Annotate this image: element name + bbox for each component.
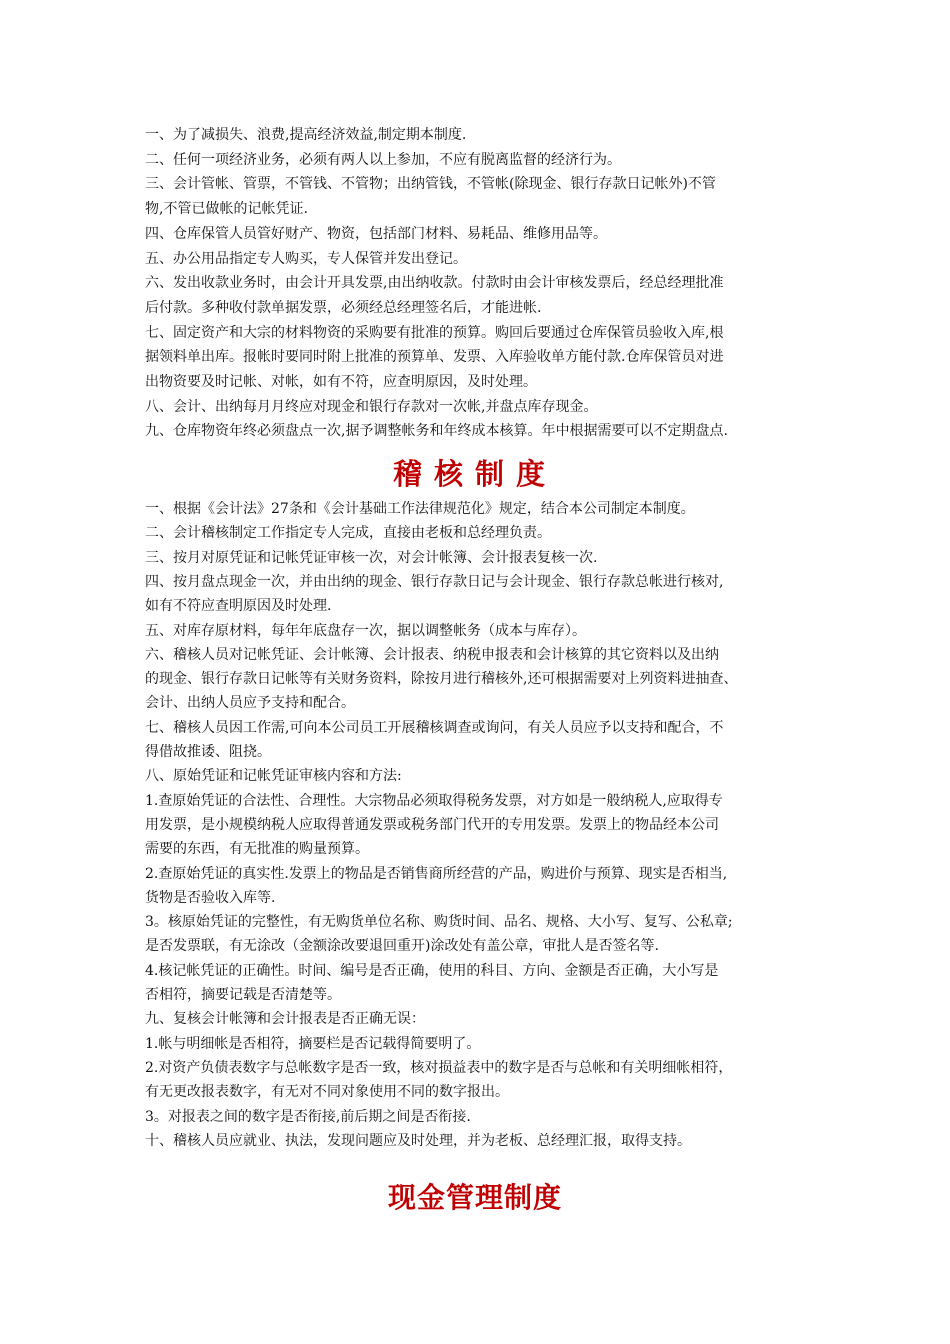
- paragraph-line: 出物资要及时记帐、对帐，如有不符，应查明原因，及时处理。: [145, 374, 537, 390]
- paragraph-line: 七、固定资产和大宗的材料物资的采购要有批准的预算。购回后要通过仓库保管员验收入库,根: [145, 324, 724, 341]
- paragraph-line: 3。对报表之间的数字是否衔接,前后期之间是否衔接.: [145, 1108, 471, 1125]
- paragraph-line: 货物是否验收入库等.: [145, 889, 276, 906]
- paragraph-line: 八、原始凭证和记帐凭证审核内容和方法:: [145, 768, 402, 785]
- paragraph-line: 有无更改报表数字，有无对不同对象使用不同的数字报出。: [145, 1084, 509, 1101]
- paragraph-line: 二、任何一项经济业务，必须有两人以上参加，不应有脱离监督的经济行为。: [145, 151, 621, 168]
- paragraph-line: 2.对资产负债表数字与总帐数字是否一致，核对损益表中的数字是否与总帐和有关明细帐相符，: [145, 1059, 733, 1076]
- paragraph-line: 的现金、银行存款日记帐等有关财务资料，除按月进行稽核外,还可根据需要对上列资料进抽查、: [145, 671, 738, 688]
- paragraph-line: 一、为了减损失、浪费,提高经济效益,制定期本制度.: [145, 127, 467, 143]
- paragraph-line: 三、按月对原凭证和记帐凭证审核一次，对会计帐簿、会计报表复核一次.: [145, 549, 598, 566]
- paragraph-line: 九、仓库物资年终必须盘点一次,据予调整帐务和年终成本核算。年中根据需要可以不定期盘点.: [145, 423, 728, 440]
- paragraph-line: 3。核原始凭证的完整性，有无购货单位名称、购货时间、品名、规格、大小写、复写、公私章;: [145, 914, 733, 931]
- paragraph-line: 六、发出收款业务时，由会计开具发票,由出纳收款。付款时由会计审核发票后，经总经理批准: [145, 275, 724, 292]
- paragraph-line: 四、按月盘点现金一次，并由出纳的现金、银行存款日记与会计现金、银行存款总帐进行核对,: [145, 573, 724, 590]
- paragraph-line: 据领料单出库。报帐时要同时附上批准的预算单、发票、入库验收单方能付款.仓库保管员对进: [145, 349, 724, 366]
- paragraph-line: 需要的东西，有无批准的购量预算。: [145, 841, 369, 858]
- paragraph-line: 物,不管已做帐的记帐凭证.: [145, 201, 308, 218]
- heading-audit-system: 稽核制度: [392, 457, 557, 491]
- paragraph-line: 会计、出纳人员应予支持和配合。: [145, 695, 355, 712]
- paragraph-line: 十、稽核人员应就业、执法，发现问题应及时处理，并为老板、总经理汇报，取得支持。: [145, 1132, 691, 1149]
- paragraph-line: 五、办公用品指定专人购买，专人保管并发出登记。: [145, 250, 467, 267]
- paragraph-line: 如有不符应查明原因及时处理.: [145, 598, 332, 615]
- paragraph-line: 2.查原始凭证的真实性.发票上的物品是否销售商所经营的产品，购进价与预算、现实是否相当,: [145, 865, 728, 882]
- paragraph-line: 八、会计、出纳每月月终应对现金和银行存款对一次帐,并盘点库存现金。: [145, 398, 598, 415]
- paragraph-line: 五、对库存原材料，每年年底盘存一次，据以调整帐务（成本与库存）。: [145, 622, 586, 639]
- paragraph-line: 否相符，摘要记载是否清楚等。: [145, 987, 341, 1003]
- paragraph-line: 是否发票联，有无涂改（金额涂改要退回重开)涂改处有盖公章，审批人是否签名等.: [145, 938, 659, 955]
- paragraph-line: 用发票，是小规模纳税人应取得普通发票或税务部门代开的专用发票。发票上的物品经本公司: [145, 816, 719, 833]
- paragraph-line: 一、根据《会计法》27条和《会计基础工作法律规范化》规定，结合本公司制定本制度。: [145, 501, 695, 517]
- paragraph-line: 二、会计稽核制定工作指定专人完成，直接由老板和总经理负责。: [145, 525, 551, 542]
- heading-cash-management: 现金管理制度: [387, 1181, 562, 1214]
- paragraph-line: 九、复核会计帐簿和会计报表是否正确无误：: [145, 1011, 425, 1028]
- paragraph-line: 得借故推诿、阻挠。: [145, 744, 271, 760]
- paragraph-line: 后付款。多种收付款单据发票，必须经总经理签名后，才能进帐.: [145, 299, 542, 316]
- paragraph-line: 4.核记帐凭证的正确性。时间、编号是否正确，使用的科目、方向、金额是否正确，大小写是: [145, 962, 719, 979]
- paragraph-line: 1.查原始凭证的合法性、合理性。大宗物品必须取得税务发票，对方如是一般纳税人,应取得专: [145, 792, 723, 809]
- paragraph-line: 三、会计管帐、管票，不管钱、不管物；出纳管钱，不管帐(除现金、银行存款日记帐外)不管: [145, 176, 716, 193]
- paragraph-line: 1.帐与明细帐是否相符，摘要栏是否记载得简要明了。: [145, 1035, 481, 1052]
- paragraph-line: 四、仓库保管人员管好财产、物资，包括部门材料、易耗品、维修用品等。: [145, 225, 607, 242]
- paragraph-line: 七、稽核人员因工作需,可向本公司员工开展稽核调查或询问，有关人员应予以支持和配合，不: [145, 719, 724, 736]
- paragraph-line: 六、稽核人员对记帐凭证、会计帐簿、会计报表、纳税申报表和会计核算的其它资料以及出纳: [145, 646, 719, 663]
